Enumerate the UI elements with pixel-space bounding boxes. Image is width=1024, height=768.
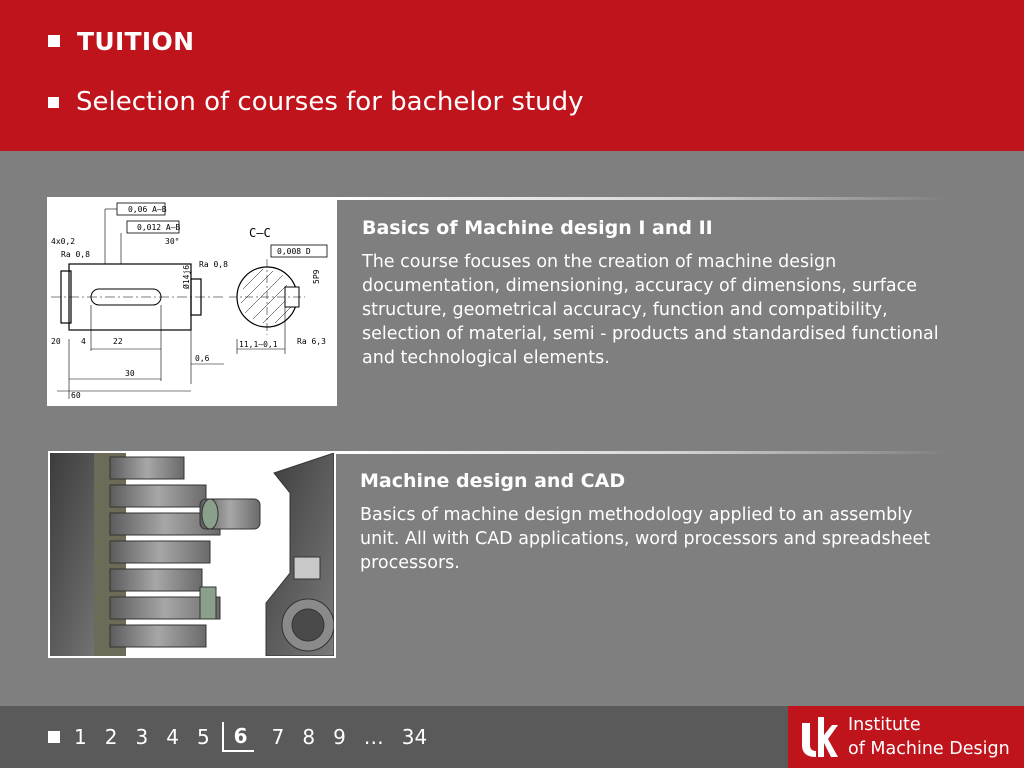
course-title: Basics of Machine design I and II (362, 217, 713, 239)
drawing-label: 0,008 D (277, 247, 311, 256)
technical-drawing-image (47, 197, 337, 406)
page-subtitle: Selection of courses for bachelor study (76, 87, 584, 117)
drawing-label: 30 (125, 369, 135, 378)
drawing-label: Ra 0,8 (61, 250, 90, 259)
drawing-label: 4x0,2 (51, 237, 76, 246)
square-bullet-icon (48, 731, 60, 743)
square-bullet-icon (48, 97, 59, 108)
course-title: Machine design and CAD (360, 470, 626, 492)
pagination-ellipsis: … (363, 725, 384, 749)
institute-logo[interactable] (788, 706, 1024, 768)
drawing-label: Ø14j6 (182, 264, 191, 289)
gear-assembly-icon (50, 453, 334, 656)
drawing-label: 22 (113, 337, 123, 346)
page-link-last[interactable]: 34 (401, 725, 428, 749)
course-card (362, 217, 952, 370)
drawing-label: 11,1–0,1 (239, 340, 278, 349)
course-description: Basics of machine design methodology applied to an assembly unit. All with CAD applications, word processors and spreadsheet processors. (360, 505, 931, 573)
page-link-4[interactable]: 4 (166, 725, 179, 749)
subtitle-row (48, 84, 584, 120)
drawing-label: 20 (51, 337, 61, 346)
page-link-9[interactable]: 9 (333, 725, 346, 749)
page-title: TUITION (77, 26, 195, 56)
divider-line (336, 451, 948, 454)
square-bullet-icon (48, 35, 60, 47)
page-link-3[interactable]: 3 (135, 725, 149, 749)
footer-bar (0, 706, 1024, 768)
drawing-label: 30° (165, 237, 180, 246)
institute-name-line2: of Machine Design (848, 739, 1010, 759)
page-link-5[interactable]: 5 (196, 725, 210, 749)
pagination (48, 706, 445, 768)
drawing-label: 60 (71, 391, 81, 400)
drawing-label: 5P9 (312, 269, 321, 284)
drawing-label: 4 (81, 337, 86, 346)
shaft-drawing-icon (49, 199, 335, 404)
page-link-8[interactable]: 8 (302, 725, 316, 749)
title-row (48, 24, 194, 58)
divider-line (337, 197, 947, 200)
header-bar (0, 0, 1024, 151)
institute-name (848, 713, 1010, 761)
drawing-label: 0,06 A–B (128, 205, 167, 214)
institute-name-line1: Institute (848, 715, 921, 735)
drawing-label: Ra 6,3 (297, 337, 326, 346)
drawing-label: Ra 0,8 (199, 260, 228, 269)
page-link-current[interactable]: 6 (222, 722, 254, 752)
cad-gear-image (48, 451, 336, 658)
page-link-2[interactable]: 2 (104, 725, 118, 749)
drawing-label: 0,012 A–B (137, 223, 181, 232)
drawing-label: 0,6 (195, 354, 210, 363)
course-description: The course focuses on the creation of machine design documentation, dimensioning, accuracy of dimensions, surface structure, geometrical accuracy, function and compatibility, selection of material, semi - products and standardised functional and technological elements. (362, 252, 939, 368)
drawing-label: C–C (249, 226, 271, 240)
page-link-7[interactable]: 7 (271, 725, 285, 749)
institute-logo-icon (798, 713, 838, 761)
course-card (360, 470, 952, 575)
page-link-1[interactable]: 1 (74, 725, 87, 749)
